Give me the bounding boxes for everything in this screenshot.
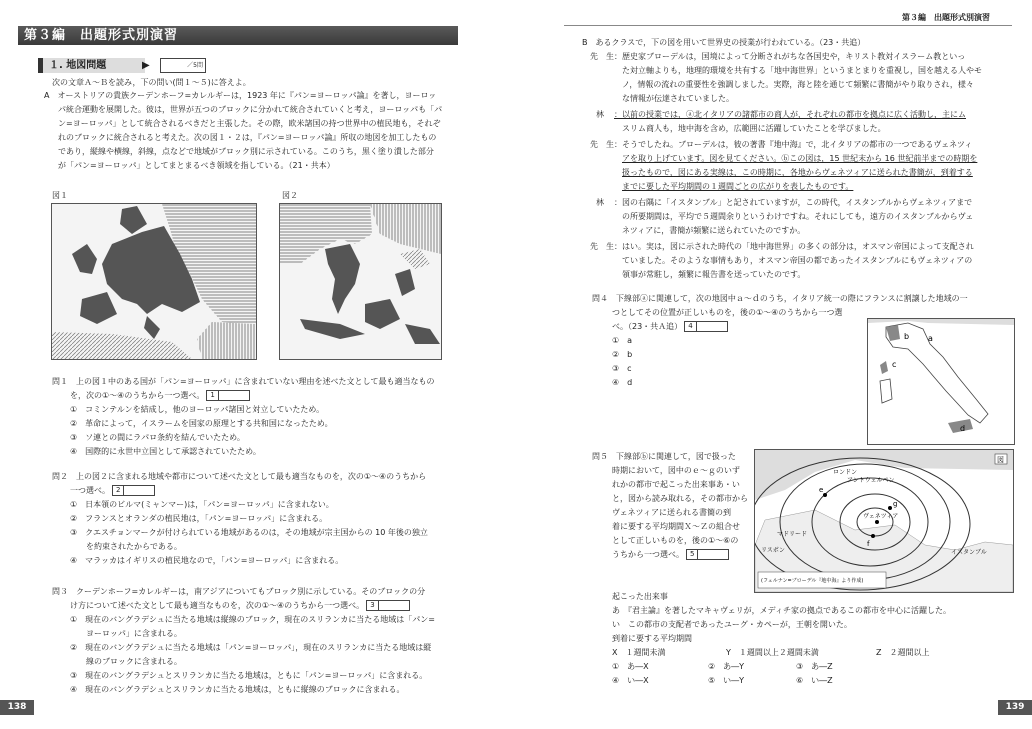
map-city-g: g <box>893 500 898 508</box>
dialog-line: ：歴史家ブローデルは，国境によって分断されがちな各国史や，キリスト教対イスラーム教といっ <box>614 52 966 61</box>
q4-option: ① a <box>612 336 633 345</box>
events-title: 起こった出来事 <box>612 592 668 601</box>
map-city-istanbul: イスタンブル <box>951 549 987 556</box>
figure-1-europe-map <box>51 203 257 360</box>
q5-stem-text: と，図から読み取れる，その都市から <box>612 494 748 503</box>
q5-choice: ③ あ―Z <box>796 662 833 671</box>
q5-answer-box-blank[interactable] <box>698 549 729 560</box>
map-city-venice: ヴェネツィア <box>863 513 899 520</box>
q1-option: ③ ソ連との間にラパロ条約を結んでいたため。 <box>70 433 245 442</box>
q5-choice: ⑥ い―Z <box>796 676 833 685</box>
q4-option: ③ c <box>612 364 632 373</box>
q4-stem-text: つとしてその位置が正しいものを，後の①～④のうちから一つ選 <box>612 308 843 317</box>
passage-a-line: れのブロックに統合されると考えた。次の図１・２は，『パン=ヨーロッパ論』所収の地図を加工したもの <box>58 133 437 142</box>
q5-stem-text: 問５ 下線部ⓑに関連して，図で扱った <box>592 452 736 461</box>
map-label-c: c <box>892 360 897 369</box>
q2-stem: 問２ 上の図２に含まれる地域や都市について述べた文として最も適当なものを，次の①～④のうちから <box>52 472 427 481</box>
map-figure-label: 図 <box>997 456 1004 464</box>
dialog-line: ていました。そのような事情もあり，オスマン帝国の都であったイスタンブルにもヴェネツィアの <box>622 256 973 265</box>
passage-a-line: ン=ヨーロッパ」として統合されるべきだと主張した。その際，欧米諸国の持つ世界中の植民地も，それぞ <box>58 119 441 128</box>
map-label-b: b <box>904 332 910 341</box>
q5-answer-box[interactable]: 5 <box>686 549 698 560</box>
q2-option: を約束されたからである。 <box>70 542 182 551</box>
q3-option: ③ 現在のバングラデシュとスリランカに当たる地域は，ともに「パン=ヨーロッパ」に含まれる。 <box>70 671 428 680</box>
dialog-line: ：以前の授業では，ⓐ北イタリアの諸都市の商人が，それぞれの都市を拠点に広く活動し，主にム <box>614 110 966 119</box>
q2-stem2 <box>70 484 155 497</box>
map-label-d: d <box>960 424 966 433</box>
q4-answer-box[interactable]: 4 <box>684 321 696 332</box>
section-title: １. 地図問題 <box>38 58 145 73</box>
map-city-madrid: マドリード <box>777 531 808 538</box>
q4-stem-text: 問４ 下線部ⓐに関連して，次の地図中ａ～ｄのうち，イタリア統一の際にフランスに割譲した地域の一 <box>592 294 968 303</box>
dialog-line: ：図の右隅に「イスタンブル」と記されていますが，この時代，イスタンブルからヴェネツィアまで <box>614 198 973 207</box>
q5-stem-text: 着に要する平均期間Ｘ～Ｚの組合せ <box>612 522 740 531</box>
q4-option: ② b <box>612 350 633 359</box>
q3-stem2 <box>70 599 410 612</box>
fig2-label: 図２ <box>282 191 298 200</box>
q5-choice: ④ い―X <box>612 676 649 685</box>
q3-option: ④ 現在のバングラデシュとスリランカに当たる地域は，ともに縦線のブロックに含まれる。 <box>70 685 405 694</box>
period-item: Z ２週間以上 <box>876 648 930 657</box>
dialog-line: ネツィアに，書簡が頻繁に送られていたのですか。 <box>622 226 806 235</box>
q5-stem-text: として正しいものを，後の①～⑥の <box>612 536 739 545</box>
dialog-speaker: 林 <box>596 110 604 119</box>
q4-option: ④ d <box>612 378 633 387</box>
passage-a-line: A オーストリアの貴族クーデンホーフ=カレルギーは，1923 年に『パン=ヨーロッパ論』を著し，ヨーロッ <box>44 91 437 100</box>
q2-answer-box-blank[interactable] <box>124 485 155 496</box>
dialog-line: ：そうでしたね。ブローデルは，彼の著書『地中海』で，北イタリアの都市の一つであるヴェネツィ <box>614 140 973 149</box>
q3-option: 線のブロックに含まれる。 <box>70 657 182 666</box>
q3-option: ② 現在のバングラデシュに当たる地域は「パン=ヨーロッパ」，現在のスリランカに当たる地域は縦 <box>70 643 432 652</box>
dialog-line: ：はい。実は，図に示された時代の「地中海世界」の多くの部分は，オスマン帝国によって支配され <box>614 242 974 251</box>
q5-stem <box>612 534 738 547</box>
map-city-london: ロンドン <box>833 469 858 476</box>
figure-2-southeast-asia-map <box>279 203 442 360</box>
dialog-line: 領事が常駐し，頻繁に報告書を送っていたのです。 <box>622 270 806 279</box>
period-item: Y １週間以上２週間未満 <box>726 648 819 657</box>
q3-option: ヨーロッパ」に含まれる。 <box>70 629 182 638</box>
q2-stem2-text: 一つ選べ。 <box>70 486 110 495</box>
running-header: 第３編 出題形式別演習 <box>902 13 990 22</box>
q5-stem <box>612 478 740 491</box>
dialog-speaker: 先 生 <box>590 242 614 251</box>
map-city-e: e <box>819 486 824 494</box>
page-number-right: 139 <box>998 700 1032 715</box>
period-item: X １週間未満 <box>612 648 666 657</box>
q4-answer-box-blank[interactable] <box>697 321 728 332</box>
fig1-label: 図１ <box>52 191 68 200</box>
map-city-f: f <box>867 540 870 548</box>
q2-option: ① 日本領のビルマ(ミャンマー)は，「パン=ヨーロッパ」に含まれない。 <box>70 500 334 509</box>
q2-option: ② フランスとオランダの植民地は，「パン=ヨーロッパ」に含まれる。 <box>70 514 328 523</box>
passage-b-intro: B あるクラスで，下の図を用いて世界史の授業が行われている。（23・共追） <box>582 38 866 47</box>
dialog-line: ノ，情報の流れの重要性を強調しました。実際，海と陸を通じて頻繁に書簡がやり取りされ，様々 <box>622 80 974 89</box>
dialog-line: アを取り上げています。図を見てください。ⓑこの図は，15 世紀末から 16 世紀前半までの時期を <box>622 154 978 163</box>
q1-stem2-text: を，次の①～④のうちから一つ選べ。 <box>70 391 205 400</box>
q5-stem <box>612 492 748 505</box>
q5-stem-text: 時期において，図中のｅ～ｇのいず <box>612 466 740 475</box>
event-item: い この都市の支配者であったユーグ・カペーが，王朝を開いた。 <box>612 620 852 629</box>
q2-answer-box[interactable]: 2 <box>112 485 124 496</box>
q2-option: ③ クエスチョンマークが付けられている地域があるのは，その地域が宗主国からの 10 年後の独立 <box>70 528 428 537</box>
q4-stem-text: べ。（23・共Ａ追） <box>612 322 683 331</box>
q5-stem <box>612 464 740 477</box>
q1-stem2 <box>70 389 250 402</box>
passage-a-line: パ統合運動を展開した。彼は，世界が五つのブロックに分かれて統合されていくと考え，ヨーロッパも「パ <box>58 105 443 114</box>
dialog-line: な情報が伝達されていました。 <box>622 94 734 103</box>
q1-answer-box-blank[interactable] <box>219 390 250 401</box>
event-item: あ 『君主論』を著したマキャヴェリが，メディチ家の拠点であるこの都市を中心に活躍した。 <box>612 606 952 615</box>
dialog-speaker: 先 生 <box>590 140 614 149</box>
passage-a-line: が「パン=ヨーロッパ」としてまとまるべき領域を指している。（21・共本） <box>58 161 335 170</box>
section-chevron-icon: ▶ <box>142 60 150 71</box>
dialog-line: た対立軸よりも，地理的環境を共有する「地中海世界」というまとまりを重視し，国を越える人やモ <box>622 66 982 75</box>
dialog-line: 扱ったもので，図にある実線は，この時期に，各地からヴェネツィアに送られた書簡が，到着する <box>622 168 973 177</box>
q2-option: ④ マラッカはイギリスの植民地なので，「パン=ヨーロッパ」に含まれる。 <box>70 556 344 565</box>
dialog-line: までに要した平均期間の１週間ごとの広がりを表したものです。 <box>622 182 854 191</box>
q5-stem <box>612 506 731 519</box>
q3-option: ① 現在のバングラデシュに当たる地域は縦線のブロック，現在のスリランカに当たる地域は「パン= <box>70 615 435 624</box>
q1-stem: 問１ 上の図１中のある国が「パン=ヨーロッパ」に含まれていない理由を述べた文として最も適当なもの <box>52 377 435 386</box>
q5-choice: ① あ―X <box>612 662 649 671</box>
dialog-speaker: 先 生 <box>590 52 614 61</box>
q5-stem-text: ヴェネツィアに送られる書簡の到 <box>612 508 731 517</box>
q3-stem2-text: け方について述べた文として最も適当なものを，次の①～④のうちから一つ選べ。 <box>70 601 365 610</box>
score-box: ／5問 <box>160 58 206 73</box>
page-number-left: 138 <box>0 700 34 715</box>
map-caption: (フェルナン=ブローデル『地中海』より作成) <box>761 578 864 584</box>
q5-stem <box>612 520 740 533</box>
q1-answer-box[interactable]: 1 <box>206 390 218 401</box>
dialog-speaker: 林 <box>596 198 604 207</box>
q4-stem <box>592 292 968 305</box>
q5-choice: ⑤ い―Y <box>708 676 745 685</box>
right-page <box>516 0 1032 729</box>
dialog-line: スリム商人も，地中海を含め，広範囲に活躍していたことを学びました。 <box>622 124 886 133</box>
q5-stem <box>612 548 729 561</box>
q5-stem-text: れかの都市で起こった出来事あ・い <box>612 480 740 489</box>
passage-a-line: であり，縦線や横線，斜線，点などで地域がブロック別に示されている。このうち，黒く塗り潰した部分 <box>58 147 434 156</box>
period-title: 到着に要する平均期間 <box>612 634 692 643</box>
q4-stem <box>612 320 728 333</box>
venice-letter-map <box>754 449 1014 593</box>
italy-map <box>867 318 1015 445</box>
map-city-antwerp: アントウェルペン <box>847 477 895 484</box>
q3-stem: 問３ クーデンホーフ=カレルギーは，南アジアについてもブロック別に示している。そのブロックの分 <box>52 587 426 596</box>
q3-answer-box[interactable]: 3 <box>366 600 378 611</box>
q1-option: ① コミンテルンを結成し，他のヨーロッパ諸国と対立していたため。 <box>70 405 325 414</box>
q5-stem-text: うちから一つ選べ。 <box>612 550 684 559</box>
q4-stem <box>612 306 842 319</box>
dialog-line: の所要期間は，平均で５週間余りというわけですね。それにしても，遠方のイスタンブルからヴェ <box>622 212 974 221</box>
q3-answer-box-blank[interactable] <box>379 600 410 611</box>
q5-choice: ② あ―Y <box>708 662 745 671</box>
part-title: 第３編 出題形式別演習 <box>18 26 458 45</box>
q1-option: ② 革命によって，イスラームを国家の原理とする共和国になったため。 <box>70 419 333 428</box>
q5-stem <box>592 450 736 463</box>
intro-text: 次の文章Ａ～Ｂを読み，下の問い(問１～５)に答えよ。 <box>52 78 251 87</box>
q1-option: ④ 国際的に永世中立国として承認されていたため。 <box>70 447 261 456</box>
map-label-a: a <box>928 334 933 343</box>
map-city-lisbon: リスボン <box>761 547 785 554</box>
header-rule <box>564 25 1012 26</box>
